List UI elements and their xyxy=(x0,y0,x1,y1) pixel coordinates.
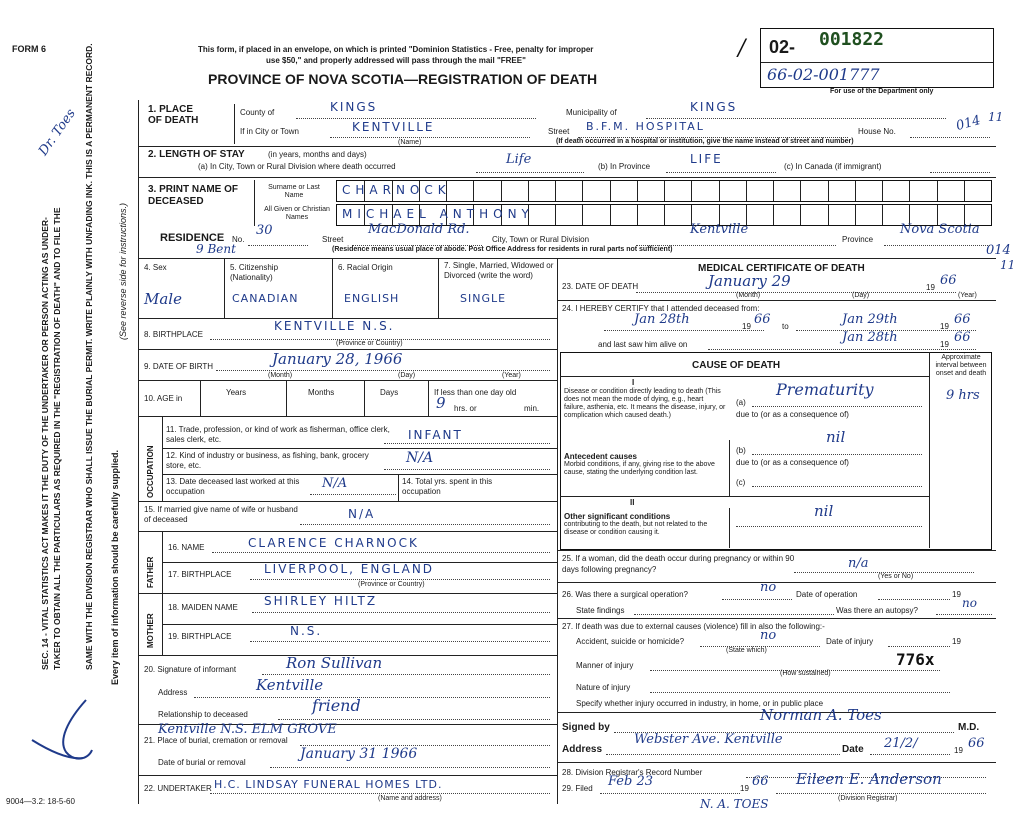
autopsy-value: no xyxy=(962,596,977,610)
op-date-label: Date of operation xyxy=(796,590,858,599)
municipality-value: KINGS xyxy=(690,100,738,114)
filed-year: 66 xyxy=(752,774,769,789)
attended-from-year: 66 xyxy=(754,312,771,327)
place-of-death-label: 1. PLACE OF DEATH xyxy=(148,104,199,126)
injury-yr-prefix: 19 xyxy=(952,637,961,646)
sex-label: 4. Sex xyxy=(144,263,167,272)
mother-name-label: 18. MAIDEN NAME xyxy=(168,603,238,612)
division-registrar-caption: (Division Registrar) xyxy=(838,795,898,802)
dept-slash: / xyxy=(738,36,746,61)
disease-label: Disease or condition directly leading to death (This does not mean the mode of dying, e.g., heart failure, asthenia, etc. It means the disease, injury, or complication which caused death.) xyxy=(564,388,726,419)
how-sustained-caption: (How sustained) xyxy=(780,670,831,677)
mail-notice-1: This form, if placed in an envelope, on which is printed "Dominion Statistics - Free, penalty for improper xyxy=(198,45,594,54)
trade-value: INFANT xyxy=(408,428,463,442)
letter-box-divider xyxy=(691,181,692,201)
autopsy-label: Was there an autopsy? xyxy=(836,606,918,615)
undertaker-caption: (Name and address) xyxy=(378,795,442,802)
letter-box-divider xyxy=(719,181,720,201)
age-months-label: Months xyxy=(308,388,335,397)
total-years-label: 14. Total yrs. spent in this occupation xyxy=(402,477,493,496)
stay-a-label: (a) In City, Town or Rural Division where death occurred xyxy=(198,162,396,171)
external-causes-label: 27. If death was due to external causes (violence) fill in also the following:- xyxy=(562,622,825,631)
dod-value: January 29 xyxy=(708,272,791,290)
birthplace-caption: (Province or Country) xyxy=(336,340,403,347)
cause-a-marker: (a) xyxy=(736,398,746,407)
pregnancy-value: n/a xyxy=(848,556,869,571)
yes-no-caption: (Yes or No) xyxy=(878,573,914,580)
filed-value: Feb 23 xyxy=(608,774,653,789)
rule-8 xyxy=(138,501,558,502)
accident-value: no xyxy=(760,628,777,643)
attended-to-year: 66 xyxy=(954,312,971,327)
dod-yr-prefix: 19 xyxy=(926,283,935,292)
manner-stamp: 776x xyxy=(896,650,935,669)
nature-label: Nature of injury xyxy=(576,683,631,692)
given-names-value: MICHAEL ANTHONY xyxy=(342,207,534,221)
surname-value: CHARNOCK xyxy=(342,183,451,197)
registrar-signature: Eileen E. Anderson xyxy=(796,770,942,788)
given-names-label: All Given or Christian Names xyxy=(264,206,330,221)
residence-city: Kentville xyxy=(690,222,749,237)
spouse-value: N/A xyxy=(348,507,376,521)
cause-title: CAUSE OF DEATH xyxy=(692,360,781,371)
letter-box-divider xyxy=(882,181,883,201)
father-side-label: FATHER xyxy=(146,556,155,588)
margin-code-1: 014 xyxy=(954,113,983,134)
last-seen-yr-prefix: 19 xyxy=(940,340,949,349)
letter-box-divider xyxy=(610,181,611,201)
dept-use-caption: For use of the Department only xyxy=(830,88,934,95)
medical-cert-title: MEDICAL CERTIFICATE OF DEATH xyxy=(698,263,865,274)
name-caption: (Name) xyxy=(398,139,422,146)
section-i-label: I xyxy=(632,378,635,387)
burial-place-label: 21. Place of burial, cremation or removal xyxy=(144,736,288,745)
other-label: Other significant conditions xyxy=(564,512,671,521)
letter-box-divider xyxy=(855,205,856,225)
bottom-note: N. A. TOES xyxy=(700,797,769,811)
antecedent-desc: Morbid conditions, if any, giving rise to the above cause, stating the underlying condition last. xyxy=(564,461,715,476)
undertaker-value: H.C. LINDSAY FUNERAL HOMES LTD. xyxy=(214,778,443,791)
surgery-label: 26. Was there a surgical operation? xyxy=(562,590,688,599)
manner-label: Manner of injury xyxy=(576,661,634,670)
form-code: 9004—3.2: 18-5-60 xyxy=(6,797,75,806)
marital-value: SINGLE xyxy=(460,292,507,305)
registration-number-box xyxy=(760,28,994,88)
filed-yr-prefix: 19 xyxy=(740,784,749,793)
marital-label: 7. Single, Married, Widowed or Divorced (write the word) xyxy=(444,261,554,280)
handwritten-dr-toes: Dr. Toes xyxy=(36,106,79,159)
informant-sig-label: 20. Signature of informant xyxy=(144,665,237,674)
father-name-label: 16. NAME xyxy=(168,543,205,552)
letter-box-divider xyxy=(528,181,529,201)
residence-street: MacDonald Rd. xyxy=(368,222,470,237)
signed-label: Signed by xyxy=(562,722,610,733)
letter-box-divider xyxy=(473,181,474,201)
rule-2 xyxy=(138,177,996,178)
cause-a-value: Prematurity xyxy=(776,380,874,399)
sex-value: Male xyxy=(144,290,182,308)
findings-label: State findings xyxy=(576,606,625,615)
burial-place-value: Kentville N.S. ELM GROVE xyxy=(158,722,337,737)
sign-date-label: Date xyxy=(842,744,864,755)
date-last-worked-value: N/A xyxy=(322,476,348,491)
municipality-label: Municipality of xyxy=(566,108,617,117)
dob-day-caption: (Day) xyxy=(398,372,416,379)
letter-box-divider xyxy=(828,181,829,201)
margin-code-3: 014 xyxy=(986,243,1011,258)
birthplace-label: 8. BIRTHPLACE xyxy=(144,330,203,339)
informant-signature: Ron Sullivan xyxy=(286,654,383,672)
every-item-note: Every item of information should be carefully supplied. xyxy=(110,449,120,685)
other-desc: contributing to the death, but not related to the disease or condition causing it. xyxy=(564,521,708,536)
cause-a-interval: 9 hrs xyxy=(946,388,980,403)
statute-line-3: SAME WITH THE DIVISION REGISTRAR WHO SHALL ISSUE THE BURIAL PERMIT. WRITE PLAINLY WITH UNFADING INK. THIS IS A PERMANENT RECORD. xyxy=(84,43,94,670)
citizenship-label: 5. Citizenship (Nationality) xyxy=(230,263,279,282)
length-sub: (in years, months and days) xyxy=(268,150,367,159)
letter-box-divider xyxy=(610,205,611,225)
age-lt-day-label: If less than one day old xyxy=(434,388,517,397)
relationship-label: Relationship to deceased xyxy=(158,710,248,719)
margin-code-2: 11 xyxy=(988,110,1004,124)
county-value: KINGS xyxy=(330,100,378,114)
cause-b-value: nil xyxy=(826,428,846,446)
father-birthplace-label: 17. BIRTHPLACE xyxy=(168,570,232,579)
racial-value: ENGLISH xyxy=(344,292,400,305)
statute-line-1: SEC. 14 - VITAL STATISTICS ACT MAKES IT THE DUTY OF THE UNDERTAKER OR PERSON ACTING AS UNDER- xyxy=(40,217,50,670)
deceased-label: 3. PRINT NAME OF DECEASED xyxy=(148,184,239,207)
father-name-value: CLARENCE CHARNOCK xyxy=(248,536,419,550)
attended-from: Jan 28th xyxy=(634,312,690,327)
industry-value: N/A xyxy=(406,450,434,466)
age-days-label: Days xyxy=(380,388,399,397)
dob-month-caption: (Month) xyxy=(268,372,293,379)
rule-3 xyxy=(138,258,996,259)
residence-scribble: 9 Bent xyxy=(196,242,236,256)
physician-address: Webster Ave. Kentville xyxy=(634,732,783,747)
dod-month-caption: (Month) xyxy=(736,292,761,299)
dob-label: 9. DATE OF BIRTH xyxy=(144,362,214,371)
letter-box-divider xyxy=(800,181,801,201)
stay-a-value: Life xyxy=(506,152,532,167)
left-border xyxy=(138,100,139,804)
letter-box-divider xyxy=(964,181,965,201)
city-value: KENTVILLE xyxy=(352,120,435,134)
birthplace-value: KENTVILLE N.S. xyxy=(274,319,395,333)
form-number: FORM 6 xyxy=(12,44,47,54)
dob-value: January 28, 1966 xyxy=(272,350,403,368)
informant-address-label: Address xyxy=(158,688,188,697)
dept-number: 66-02-001777 xyxy=(767,65,880,84)
residence-province: Nova Scotia xyxy=(900,222,980,237)
due-to-1: due to (or as a consequence of) xyxy=(736,410,849,419)
stay-c-label: (c) In Canada (if immigrant) xyxy=(784,162,882,171)
sign-date-value: 21/2/ xyxy=(884,736,918,751)
father-bp-caption: (Province or Country) xyxy=(358,581,425,588)
county-label: County of xyxy=(240,108,275,117)
to-yr-prefix: 19 xyxy=(940,322,949,331)
age-min-label: min. xyxy=(524,404,540,413)
sign-date-year: 66 xyxy=(968,736,985,751)
racial-label: 6. Racial Origin xyxy=(338,263,393,272)
letter-box-divider xyxy=(637,181,638,201)
age-label: 10. AGE in xyxy=(144,394,183,403)
statute-line-2: TAKER TO OBTAIN ALL THE PARTICULARS AS REQUIRED IN THE "REGISTRATION OF DEATH" AND TO FILE THE xyxy=(52,207,62,670)
physician-address-label: Address xyxy=(562,744,603,755)
residence-note: (Residence means usual place of abode. Post Office Address for residents in rural parts not sufficient) xyxy=(332,246,673,253)
spouse-label: 15. If married give name of wife or husband of deceased xyxy=(144,505,298,524)
letter-box-divider xyxy=(855,181,856,201)
letter-box-divider xyxy=(773,205,774,225)
letter-box-divider xyxy=(882,205,883,225)
industry-label: 12. Kind of industry or business, as fishing, bank, grocery store, etc. xyxy=(166,451,369,470)
trade-label: 11. Trade, profession, or kind of work as fisherman, office clerk, sales clerk, etc. xyxy=(166,425,390,444)
residence-province-label: Province xyxy=(842,235,874,244)
other-conditions-value: nil xyxy=(814,502,834,520)
letter-box-divider xyxy=(664,205,665,225)
citizenship-value: CANADIAN xyxy=(232,292,299,305)
registration-serial: 001822 xyxy=(819,29,885,50)
house-label: House No. xyxy=(858,127,896,136)
father-birthplace-value: LIVERPOOL, ENGLAND xyxy=(264,562,435,576)
rule-7 xyxy=(138,416,558,417)
date-last-worked-label: 13. Date deceased last worked at this occupation xyxy=(166,477,300,496)
surgery-value: no xyxy=(760,580,777,595)
due-to-2: due to (or as a consequence of) xyxy=(736,458,849,467)
md-label: M.D. xyxy=(958,722,980,733)
letter-box-divider xyxy=(773,181,774,201)
from-yr-prefix: 19 xyxy=(742,322,751,331)
pregnancy-label: 25. If a woman, did the death occur during pregnancy or within 90 days following pregnancy? xyxy=(562,554,795,574)
sign-yr-prefix: 19 xyxy=(954,746,963,755)
letter-box-divider xyxy=(637,205,638,225)
registrar-record-label: 28. Division Registrar's Record Number xyxy=(562,768,703,777)
last-seen-value: Jan 28th xyxy=(842,330,898,345)
attended-to: Jan 29th xyxy=(842,312,898,327)
registration-prefix: 02- xyxy=(769,37,796,57)
mother-name-value: SHIRLEY HILTZ xyxy=(264,594,378,608)
letter-box-divider xyxy=(909,181,910,201)
rule-9 xyxy=(138,531,558,532)
dod-label: 23. DATE OF DEATH xyxy=(562,282,639,291)
see-reverse-note: (See reverse side for instructions.) xyxy=(118,202,128,340)
surname-label: Surname or Last Name xyxy=(268,184,320,199)
mother-birthplace-value: N.S. xyxy=(290,624,323,638)
handwritten-scribble xyxy=(28,690,108,780)
rule-1 xyxy=(138,146,996,147)
residence-no-label: No. xyxy=(232,235,245,244)
mother-side-label: MOTHER xyxy=(146,613,155,648)
undertaker-label: 22. UNDERTAKER xyxy=(144,784,212,793)
informant-address: Kentville xyxy=(256,676,324,694)
letter-box-divider xyxy=(582,205,583,225)
letter-box-divider xyxy=(828,205,829,225)
stay-b-label: (b) In Province xyxy=(598,162,651,171)
letter-box-divider xyxy=(555,181,556,201)
letter-box-divider xyxy=(937,181,938,201)
residence-city-label: City, Town or Rural Division xyxy=(492,235,590,244)
injury-date-label: Date of injury xyxy=(826,637,874,646)
filed-label: 29. Filed xyxy=(562,784,593,793)
stay-b-value: LIFE xyxy=(690,152,723,166)
mother-birthplace-label: 19. BIRTHPLACE xyxy=(168,632,232,641)
age-years-label: Years xyxy=(226,388,247,397)
institution-note: (If death occurred in a hospital or institution, give the name instead of street and number) xyxy=(556,138,854,145)
dob-year-caption: (Year) xyxy=(502,372,521,379)
residence-street-label: Street xyxy=(322,235,344,244)
letter-box-divider xyxy=(555,205,556,225)
accident-label: Accident, suicide or homicide? xyxy=(576,637,685,646)
street-value: B.F.M. HOSPITAL xyxy=(586,120,705,133)
cause-b-marker: (b) xyxy=(736,446,746,455)
burial-date-value: January 31 1966 xyxy=(300,746,418,762)
dod-year: 66 xyxy=(940,273,957,288)
letter-box-divider xyxy=(664,181,665,201)
length-of-stay-label: 2. LENGTH OF STAY xyxy=(148,149,245,160)
rule-13 xyxy=(138,775,558,776)
residence-no: 30 xyxy=(256,223,273,238)
interval-label: Approximate interval between onset and death xyxy=(935,354,987,377)
letter-box-divider xyxy=(746,181,747,201)
margin-code-4: 11 xyxy=(1000,258,1016,272)
rule-6 xyxy=(138,380,558,381)
occupation-side-label: OCCUPATION xyxy=(146,445,155,498)
mail-notice-2: use $50," and properly addressed will pass through the mail "FREE" xyxy=(266,56,526,65)
age-hrs-label: hrs. or xyxy=(454,404,477,413)
certify-label: 24. I HEREBY CERTIFY that I attended deceased from: xyxy=(562,304,760,313)
specify-label: Specify whether injury occurred in industry, in home, or in public place xyxy=(576,699,824,708)
letter-box-divider xyxy=(501,181,502,201)
burial-date-label: Date of burial or removal xyxy=(158,758,246,767)
last-seen-label: and last saw him alive on xyxy=(598,340,688,349)
dod-year-caption: (Year) xyxy=(958,292,977,299)
page-title: PROVINCE OF NOVA SCOTIA—REGISTRATION OF DEATH xyxy=(208,71,598,87)
antecedent-label: Antecedent causes xyxy=(564,452,637,461)
street-label: Street xyxy=(548,127,570,136)
dod-day-caption: (Day) xyxy=(852,292,870,299)
section-ii-label: II xyxy=(630,498,635,507)
cause-c-marker: (c) xyxy=(736,478,746,487)
letter-box-divider xyxy=(582,181,583,201)
letter-box-divider xyxy=(800,205,801,225)
relationship-value: friend xyxy=(312,696,361,715)
city-label: If in City or Town xyxy=(240,127,299,136)
residence-label: RESIDENCE xyxy=(160,232,225,244)
op-yr-prefix: 19 xyxy=(952,590,961,599)
last-seen-year: 66 xyxy=(954,330,971,345)
state-which-caption: (State which) xyxy=(726,647,767,654)
age-hours-value: 9 xyxy=(436,394,446,412)
to-word: to xyxy=(782,322,789,331)
signed-value: Norman A. Toes xyxy=(760,706,882,724)
